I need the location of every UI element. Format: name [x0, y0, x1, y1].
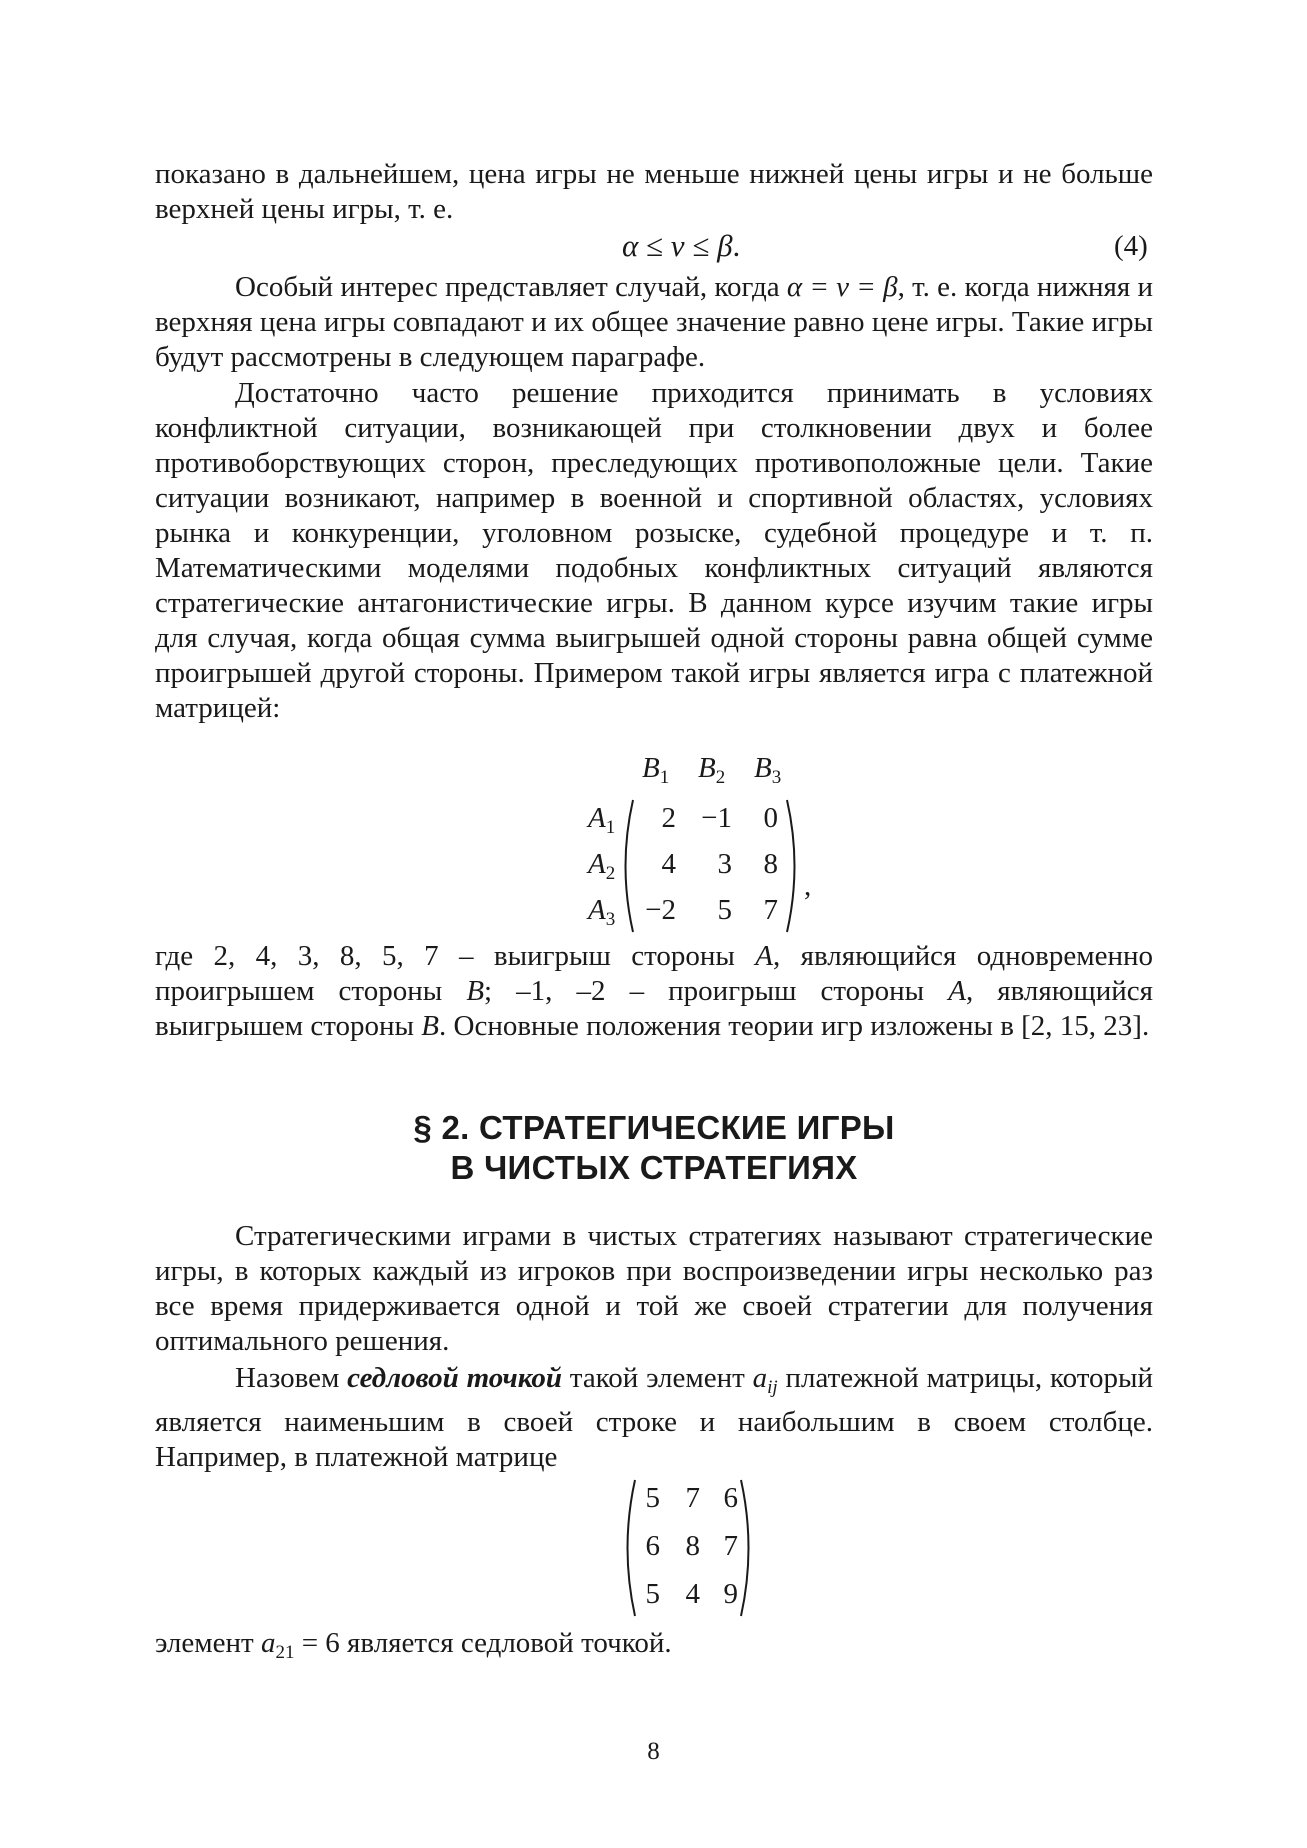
left-parenthesis [618, 1478, 638, 1618]
section-heading [155, 1108, 1153, 1188]
matrix-cell: 7 [685, 1482, 700, 1514]
matrix-cell: 9 [723, 1578, 738, 1610]
column-header: $B_2$ [698, 752, 726, 788]
matrix-cell: −1 [701, 802, 732, 834]
matrix-cell: 8 [763, 848, 778, 880]
heading-line-2: В ЧИСТЫХ СТРАТЕГИЯХ [450, 1149, 858, 1186]
nu-symbol: ν [670, 228, 685, 263]
alpha-symbol: α [622, 228, 639, 263]
matrix-cell: 4 [661, 848, 676, 880]
matrix-cell: 3 [717, 848, 732, 880]
paragraph-7: элемент $a_{21} = 6$ является седловой точкой. [155, 1627, 672, 1663]
matrix-cell: 4 [685, 1578, 700, 1610]
element-symbol: $a_{ij}$ [752, 1362, 778, 1398]
paragraph-4: где 2, 4, 3, 8, 5, 7 – выигрыш стороны A, являющийся одновременно проигрышем стороны B; –1, –2 – проигрыш стороны A, являющийся выигрышем стороны B. Основные положения теории игр изложены в [2, 15, 23]. [155, 940, 1153, 1042]
matrix-cell: 5 [645, 1578, 660, 1610]
paragraph-3: Достаточно часто решение приходится принимать в условиях конфликтной ситуации, возникающей при столкновении двух и более противоборствующих сторон, преследующих противоположные цели. Такие ситуации возникают, например в военной и спортивной областях, условиях рынка и конкуренции, уголовном розыске, судебной процедуре и т. п. Математическими моделями подобных конфликтных ситуаций являются стратегические антагонистические игры. В данном курсе изучим такие игры для случая, когда общая сумма выигрышей одной стороны равна общей сумме проигрышей другой стороны. Примером такой игры является игра с платежной матрицей: [155, 377, 1153, 724]
less-equal-sign: ≤ [646, 228, 664, 263]
formula-dot: . [732, 228, 741, 263]
column-header: $B_3$ [754, 752, 782, 788]
paragraph-2: Особый интерес представляет случай, когда α = ν = β, т. е. когда нижняя и верхняя цена игры совпадают и их общее значение равно цене игры. Такие игры будут рассмотрены в следующем параграфе. [155, 271, 1153, 373]
defined-term: седловой точкой [347, 1362, 562, 1394]
matrix-cell: 7 [723, 1530, 738, 1562]
matrix-cell: 5 [717, 894, 732, 926]
less-equal-sign: ≤ [692, 228, 710, 263]
matrix-cell: 8 [685, 1530, 700, 1562]
page-number: 8 [647, 1738, 660, 1765]
right-parenthesis [738, 1478, 758, 1618]
left-parenthesis [616, 798, 636, 934]
matrix-cell: 7 [763, 894, 778, 926]
heading-line-1: § 2. СТРАТЕГИЧЕСКИЕ ИГРЫ [413, 1109, 895, 1146]
matrix-cell: 6 [645, 1530, 660, 1562]
matrix-cell: −2 [645, 894, 676, 926]
payoff-matrix-2 [618, 1478, 758, 1618]
inline-formula: α = ν = β [786, 271, 898, 303]
trailing-comma: , [804, 870, 812, 902]
paragraph-5: Стратегическими играми в чистых стратегиях называют стратегические игры, в которых каждый из игроков при воспроизведении игры несколько раз все время придерживается одной и той же своей стратегии для получения оптимального решения. [155, 1220, 1153, 1357]
matrix-cell: 6 [723, 1482, 738, 1514]
matrix-cell: 0 [763, 802, 778, 834]
matrix-cell: 5 [645, 1482, 660, 1514]
equation-4-formula [622, 228, 740, 264]
row-header: $A_2$ [588, 848, 616, 884]
paragraph-6: Назовем седловой точкой такой элемент $a_{ij}$ платежной матрицы, который является наименьшим в своей строке и наибольшим в своем столбце. Например, в платежной матрице [155, 1362, 1153, 1473]
paragraph-1: показано в дальнейшем, цена игры не меньше нижней цены игры и не больше верхней цены игры, т. е. [155, 158, 1153, 225]
beta-symbol: β [717, 228, 733, 263]
payoff-matrix-1 [580, 752, 820, 934]
right-parenthesis [784, 798, 804, 934]
matrix-cell: 2 [661, 802, 676, 834]
equation-number: (4) [1114, 230, 1148, 262]
row-header: $A_1$ [588, 802, 616, 838]
column-header: $B_1$ [642, 752, 670, 788]
row-header: $A_3$ [588, 894, 616, 930]
element-symbol: $a_{21}$ [260, 1627, 295, 1663]
